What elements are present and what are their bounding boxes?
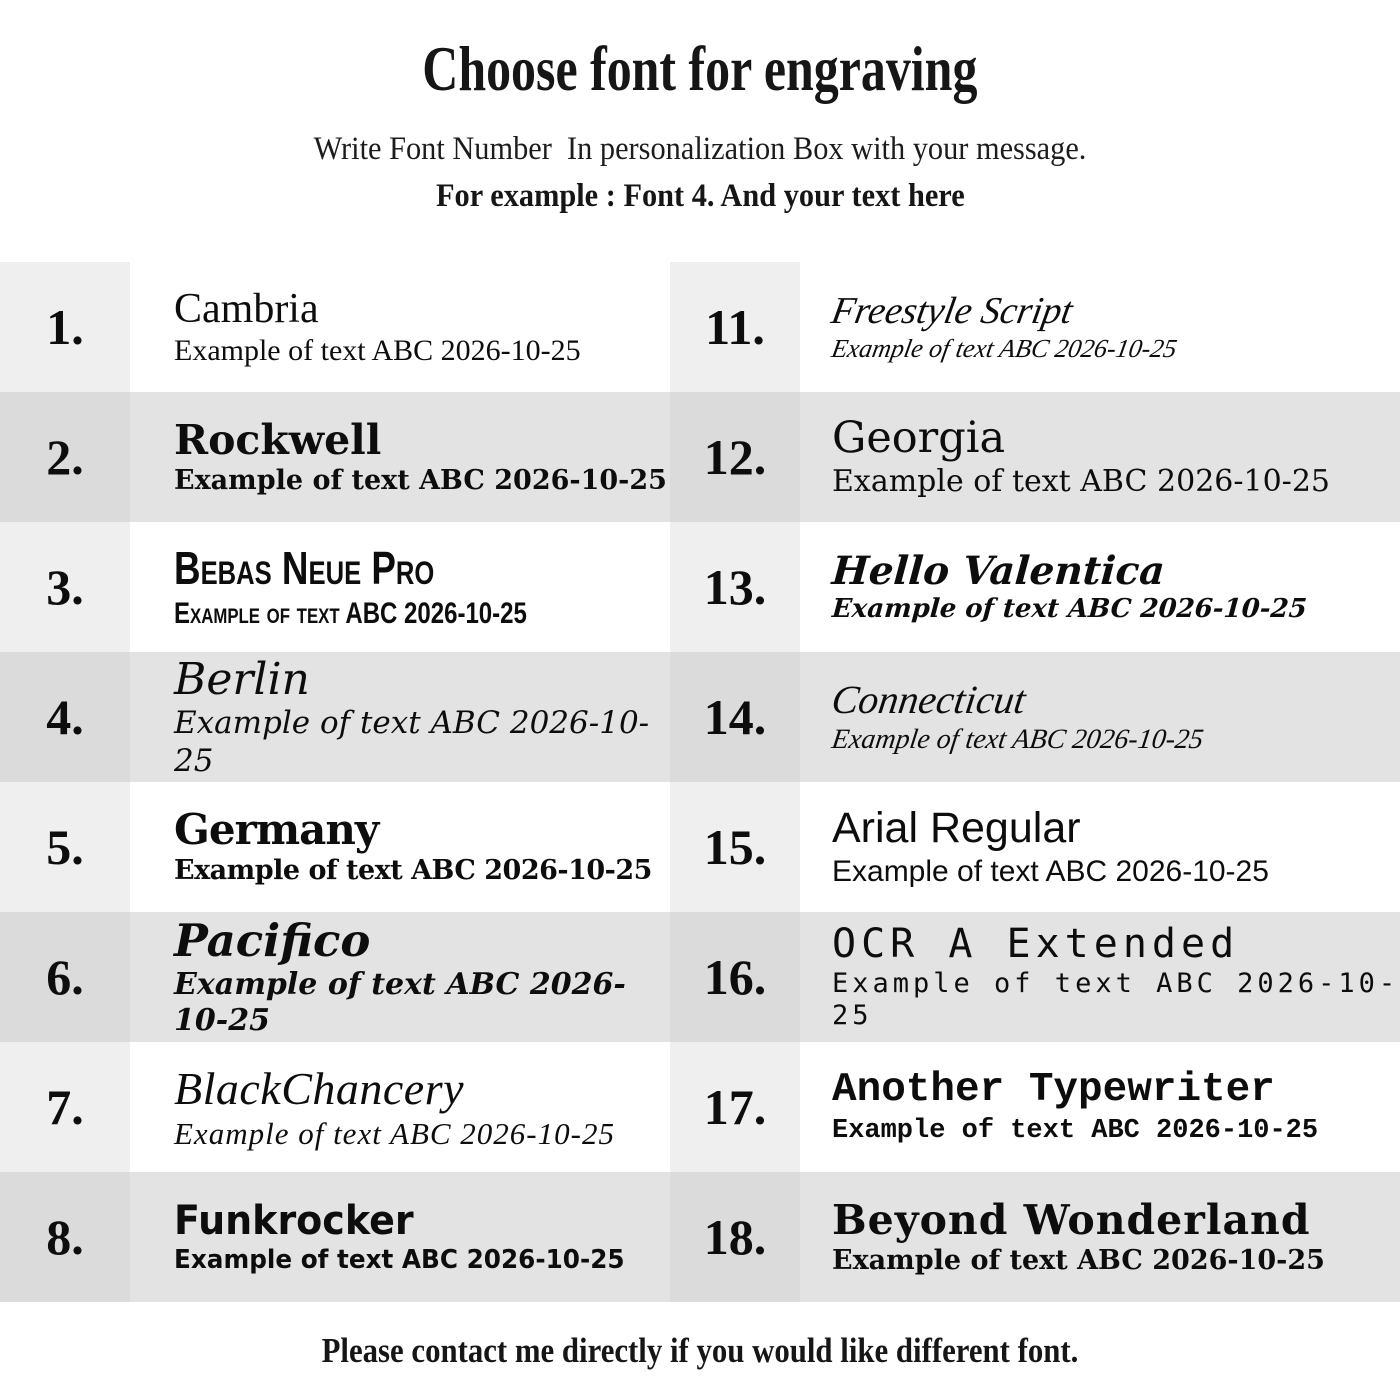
font-name: Arial Regular bbox=[832, 804, 1081, 853]
font-name: Connecticut bbox=[828, 677, 1029, 722]
font-example: Example of text ABC 2026-10-25 bbox=[832, 967, 1400, 1032]
font-example: Example of text ABC 2026-10-25 bbox=[832, 463, 1330, 499]
font-number-cell bbox=[670, 392, 800, 522]
font-row bbox=[0, 522, 1400, 652]
font-number: 8. bbox=[46, 1209, 84, 1265]
font-name: Rockwell bbox=[174, 416, 382, 465]
font-example: Example of text ABC 2026-10-25 bbox=[174, 705, 650, 779]
font-number: 17. bbox=[703, 1079, 767, 1135]
font-sample-cell bbox=[800, 522, 1400, 652]
subtitle-row bbox=[0, 131, 1400, 168]
font-example: Example of text ABC 2026-10-25 bbox=[830, 594, 1308, 625]
font-number: 7. bbox=[46, 1079, 84, 1135]
font-example: Example of text ABC 2026-10-25 bbox=[174, 855, 652, 887]
font-number: 15. bbox=[703, 819, 767, 875]
font-name: Pacifico bbox=[174, 913, 371, 967]
font-example: Example of text ABC 2026-10-25 bbox=[829, 724, 1206, 756]
font-row bbox=[0, 1172, 1400, 1302]
font-sample-cell bbox=[130, 652, 670, 782]
font-row bbox=[0, 262, 1400, 392]
font-number: 16. bbox=[703, 949, 767, 1005]
font-number-cell bbox=[0, 912, 130, 1042]
font-example: Example of text ABC 2026-10-25 bbox=[174, 967, 626, 1039]
footer bbox=[0, 1302, 1400, 1400]
font-sample-cell bbox=[800, 782, 1400, 912]
font-example: Example of text ABC 2026-10-25 bbox=[832, 1115, 1319, 1146]
font-example: Example of text ABC 2026-10-25 bbox=[174, 1244, 625, 1275]
font-number-cell bbox=[670, 1042, 800, 1172]
font-number-cell bbox=[0, 652, 130, 782]
font-example: Example of text ABC 2026-10-25 bbox=[174, 464, 667, 496]
font-number-cell bbox=[670, 782, 800, 912]
font-example: Example of text ABC 2026-10-25 bbox=[174, 596, 527, 630]
font-number-cell bbox=[670, 1172, 800, 1302]
font-number: 6. bbox=[46, 949, 84, 1005]
contact-note: Please contact me directly if you would like different font. bbox=[321, 1331, 1079, 1370]
font-example: Example of text ABC 2026-10-25 bbox=[174, 1116, 615, 1152]
example-instruction: For example : Font 4. And your text here bbox=[435, 178, 965, 215]
font-name: Bebas Neue Pro bbox=[174, 542, 435, 595]
font-number-cell bbox=[0, 1042, 130, 1172]
example-instruction-row bbox=[0, 178, 1400, 215]
font-example: Example of text ABC 2026-10-25 bbox=[829, 334, 1180, 364]
subtitle: Write Font Number In personalization Box with your message. bbox=[313, 131, 1087, 168]
font-name: Beyond Wonderland bbox=[832, 1196, 1311, 1245]
font-number: 3. bbox=[46, 559, 84, 615]
font-number-cell bbox=[0, 1172, 130, 1302]
font-grid bbox=[0, 262, 1400, 1302]
font-number: 11. bbox=[705, 299, 765, 355]
font-example: Example of text ABC 2026-10-25 bbox=[832, 1244, 1325, 1276]
page-title: Choose font for engraving bbox=[422, 33, 978, 104]
font-row bbox=[0, 782, 1400, 912]
font-number: 14. bbox=[703, 689, 767, 745]
font-sample-cell bbox=[130, 1172, 670, 1302]
font-name: Hello Valentica bbox=[830, 547, 1167, 594]
header bbox=[0, 0, 1400, 262]
font-number-cell bbox=[670, 912, 800, 1042]
font-name: Berlin bbox=[174, 654, 310, 706]
font-name: Georgia bbox=[832, 413, 1006, 464]
font-name: Cambria bbox=[174, 285, 319, 332]
font-number: 12. bbox=[703, 429, 767, 485]
font-number-cell bbox=[0, 392, 130, 522]
font-number-cell bbox=[670, 652, 800, 782]
font-number-cell bbox=[0, 522, 130, 652]
font-number: 5. bbox=[46, 819, 84, 875]
font-example: Example of text ABC 2026-10-25 bbox=[174, 334, 581, 368]
font-row bbox=[0, 392, 1400, 522]
font-row bbox=[0, 1042, 1400, 1172]
font-row bbox=[0, 652, 1400, 782]
font-example: Example of text ABC 2026-10-25 bbox=[832, 854, 1269, 888]
font-sample-cell bbox=[130, 912, 670, 1042]
font-number: 18. bbox=[703, 1209, 767, 1265]
font-name: Germany bbox=[174, 805, 379, 855]
font-name: Another Typewriter bbox=[832, 1067, 1275, 1114]
font-name: Freestyle Script bbox=[828, 290, 1076, 333]
font-number: 1. bbox=[46, 299, 84, 355]
font-sample-cell bbox=[800, 912, 1400, 1042]
font-number: 4. bbox=[46, 689, 84, 745]
font-sample-cell bbox=[800, 392, 1400, 522]
font-sample-cell bbox=[800, 652, 1400, 782]
font-sample-cell bbox=[800, 1042, 1400, 1172]
font-name: Funkrocker bbox=[174, 1198, 414, 1245]
font-name: OCR A Extended bbox=[832, 921, 1240, 968]
font-number: 13. bbox=[703, 559, 767, 615]
font-sample-cell bbox=[130, 262, 670, 392]
font-number-cell bbox=[670, 262, 800, 392]
font-sample-cell bbox=[130, 522, 670, 652]
font-number-cell bbox=[670, 522, 800, 652]
font-sample-cell bbox=[130, 392, 670, 522]
font-sample-cell bbox=[800, 1172, 1400, 1302]
font-row bbox=[0, 912, 1400, 1042]
font-sample-cell bbox=[130, 782, 670, 912]
font-sample-cell bbox=[130, 1042, 670, 1172]
font-number-cell bbox=[0, 782, 130, 912]
font-name: BlackChancery bbox=[174, 1062, 465, 1114]
font-sample-cell bbox=[800, 262, 1400, 392]
font-number-cell bbox=[0, 262, 130, 392]
font-number: 2. bbox=[46, 429, 84, 485]
